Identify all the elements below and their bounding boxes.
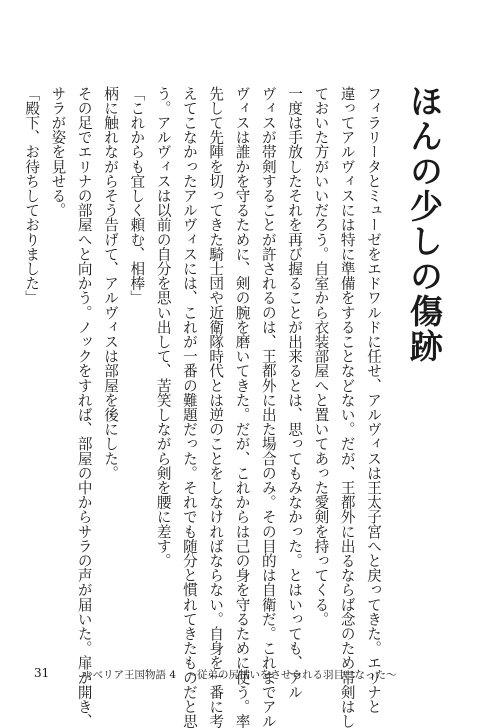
text-line: ておいた方がいいだろう。自室から衣装部屋へと置いてあった愛剣を持ってくる。 bbox=[312, 86, 330, 627]
dialogue-line: 「殿下、お待ちしておりました」 bbox=[23, 86, 41, 305]
text-line: フィラリータとミューゼをエドワルドに任せ、アルヴィスは王太子宮へと戻ってきた。エリナと bbox=[365, 86, 382, 714]
text-line: その足でエリナの部屋へと向かう。ノックをすれば、部屋の中からサラの声が届いた。扉が開き、 bbox=[75, 86, 93, 728]
text-line: ヴィスは誰かを守るために、剣の腕を磨いてきた。だが、これからは己の身を守るために使う。率 bbox=[233, 86, 251, 728]
text-line: う。アルヴィスは以前の自分を思い出して、苦笑しながら剣を腰に差す。 bbox=[154, 86, 172, 568]
text-line: 先して先陣を切ってきた騎士団や近衛隊時代とは逆のことをしなければならない。自身を一番に考 bbox=[207, 86, 225, 728]
chapter-title: ほんの少しの傷跡 bbox=[405, 84, 444, 364]
text-line: 柄に触れながらそう告げて、アルヴィスは部屋を後にした。 bbox=[102, 86, 120, 481]
page-footer bbox=[30, 666, 470, 682]
text-line: 一度は手放したそれを再び握ることが出来るとは、思ってもみなかった。とはいっても、アル bbox=[286, 86, 304, 700]
running-title: ルベリア王国物語 4 ～従弟の尻拭いをさせられる羽目になった～ bbox=[82, 669, 397, 681]
text-line: サラが姿を見せる。 bbox=[49, 86, 67, 218]
text-line: えてこなかったアルヴィスには、これが一番の難題だった。それでも随分と慣れてきたものだと思 bbox=[180, 86, 198, 728]
text-line: 違ってアルヴィスには特に準備をすることなどない。だが、王都外に出るならば念のため帯剣はし bbox=[338, 86, 356, 728]
dialogue-line: 「これからも宜しく頼む、相棒」 bbox=[128, 86, 146, 305]
page-number: 31 bbox=[34, 666, 50, 680]
text-line: ヴィスが帯剣することが許されるのは、王都外に出た場合のみ。その目的は自衛だ。これまでアル bbox=[259, 86, 277, 728]
